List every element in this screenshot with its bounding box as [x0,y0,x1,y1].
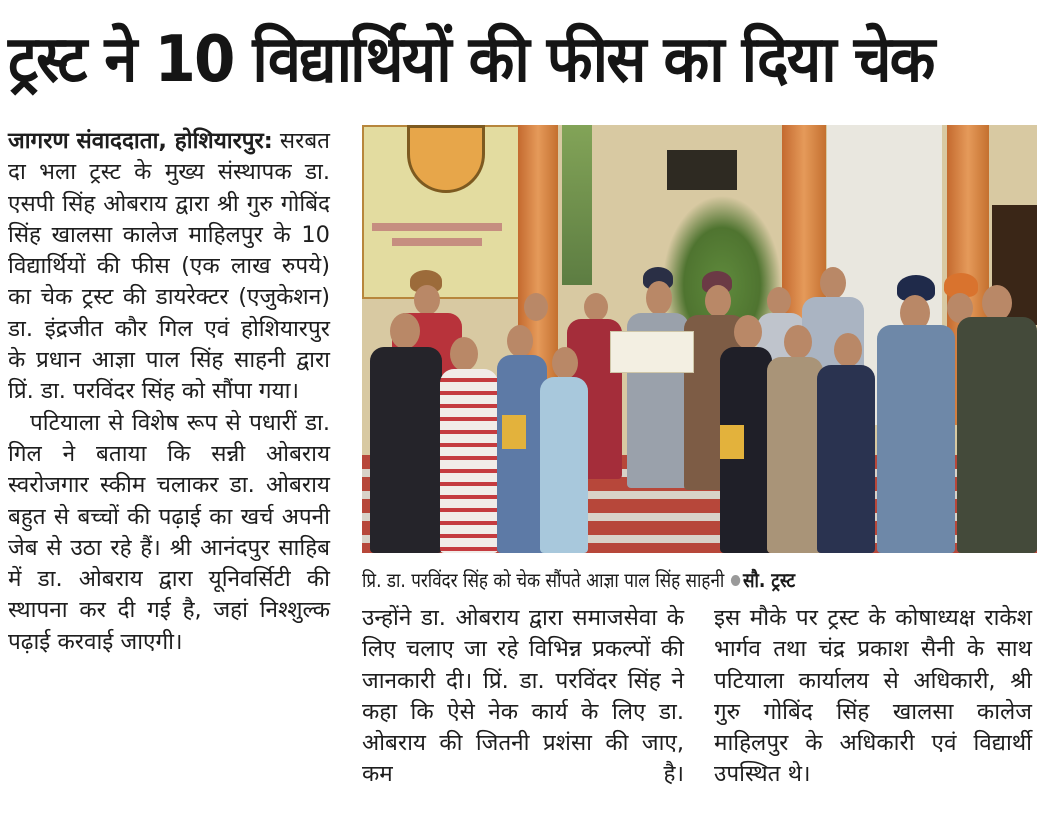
column-2-text: उन्होंने डा. ओबराय द्वारा समाजसेवा के लिए चलाए जा रहे विभिन्न प्रकल्पों की जानकारी दी। प्रिं. डा. परविंदर सिंह ने कहा कि ऐसे नेक कार्य के लिए डा. ओबराय की जितनी प्रशंसा की जाए, कम है। [362,605,684,788]
photo-person-head [552,347,578,379]
photo-caption [362,565,936,595]
photo-person [767,357,823,553]
column-3 [714,603,1032,791]
column-1-para-1-text: सरबत दा भला ट्रस्ट के मुख्य संस्थापक डा. एसपी सिंह ओबराय द्वारा श्री गुरु गोबिंद सिंह खालसा कालेज माहिलपुर के 10 विद्यार्थियों की फीस (एक लाख रुपये) का चेक ट्रस्ट की डायरेक्टर (एजुकेशन) डा. इंद्रजीत कौर गिल एवं होशियारपुर के प्रधान आज्ञा पाल सिंह साहनी द्वारा प्रिं. डा. परविंदर सिंह को सौंपा गया। [8,128,331,405]
photo-person [817,365,875,553]
photo-book [720,425,744,459]
photo-person-head [705,285,731,317]
photo-banner-text [392,238,482,246]
article-photo [362,125,1037,553]
photo-cheque [610,331,694,373]
photo-person-head [507,325,533,357]
photo-credit: सौ. ट्रस्ट [742,568,796,592]
photo-caption-text: प्रि. डा. परविंदर सिंह को चेक सौंपते आज्ञा पाल सिंह साहनी [362,568,725,592]
column-2 [362,603,684,791]
photo-person-head [820,267,846,299]
photo-person-head [450,337,478,371]
photo-vine [562,125,592,285]
photo-person-head [390,313,420,349]
bullet-icon [731,575,740,586]
column-1 [8,126,330,658]
headline: ट्रस्ट ने 10 विद्यार्थियों की फीस का दिया चेक [8,23,934,97]
photo-book [502,415,526,449]
dateline: जागरण संवाददाता, होशियारपुर: [8,128,273,154]
photo-person-head [734,315,762,349]
photo-person-head [784,325,812,359]
photo-person-head [646,281,672,315]
photo-person-head [982,285,1012,321]
photo-banner-text [372,223,502,231]
photo-person [877,325,955,553]
column-3-text: इस मौके पर ट्रस्ट के कोषाध्यक्ष राकेश भार्गव तथा चंद्र प्रकाश सैनी के साथ पटियाला कार्यालय से अधिकारी, श्री गुरु गोबिंद सिंह खालसा कालेज माहिलपुर के अधिकारी एवं विद्यार्थी उपस्थित थे। [714,605,1032,788]
photo-person [957,317,1037,553]
photo-person-head [524,293,548,321]
column-1-para-1 [8,126,330,408]
column-1-para-2: पटियाला से विशेष रूप से पधारीं डा. गिल ने बताया कि सन्नी ओबराय स्वरोजगार स्कीम चलाकर डा. ओबराय बहुत से बच्चों की पढ़ाई का खर्च अपनी जेब से उठा रहे हैं। श्री आनंदपुर साहिब में डा. ओबराय द्वारा यूनिवर्सिटी की स्थापना कर दी गई है, जहां निश्शुल्क पढ़ाई करवाई जाएगी। [8,409,330,655]
photo-person-head [834,333,862,367]
photo-window [667,150,737,190]
photo-person-head [414,285,440,315]
photo-person-head [767,287,791,315]
photo-person [540,377,588,553]
photo-person-head [584,293,608,321]
photo-person [370,347,442,553]
photo-person [440,369,498,553]
